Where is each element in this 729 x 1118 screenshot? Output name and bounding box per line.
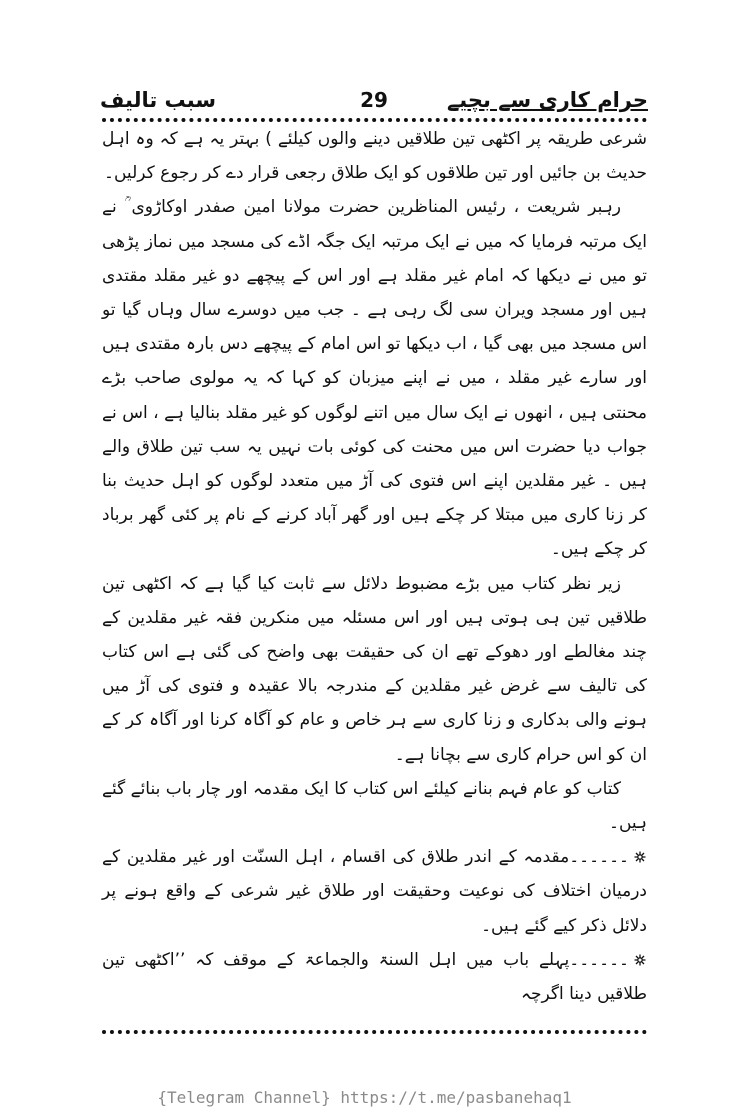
telegram-watermark: {Telegram Channel} https://t.me/pasbanehaq1	[157, 1088, 572, 1107]
paragraph: کتاب کو عام فہم بنانے کیلئے اس کتاب کا ایک مقدمہ اور چار باب بنائے گئے ہیں۔	[102, 778, 647, 834]
bullet-item	[102, 943, 647, 1011]
footer-divider	[102, 1030, 647, 1034]
flower-bullet-icon	[633, 850, 647, 864]
page-number: 29	[360, 88, 388, 112]
book-title: حرام کاری سے بچیے	[446, 88, 648, 112]
section-title: سبب تالیف	[100, 88, 217, 112]
bullet-text: ۔۔۔۔۔۔پہلے باب میں اہل السنۃ والجماعۃ کے موقف کہ ’’اکٹھی تین طلاقیں دینا اگرچہ	[102, 949, 647, 1005]
paragraph: زیر نظر کتاب میں بڑے مضبوط دلائل سے ثابت کیا گیا ہے کہ اکٹھی تین طلاقیں تین ہی ہوتی ہیں اور اس مسئلہ میں منکرین فقہ غیر مقلدین کے چند مغالطے اور دھوکے تھے ان کی حقیقت بھی واضح کی گئی ہے اس کتاب کی تالیف سے غرض غیر مقلدین کے مندرجہ بالا عقیدہ و فتوی کی آڑ میں ہونے والی بدکاری و زنا کاری سے ہر خاص و عام کو آگاہ کرنا اور آگاہ کر کے ان کو اس حرام کاری سے بچانا ہے۔	[102, 573, 647, 765]
bullet-item	[102, 840, 647, 943]
flower-bullet-icon	[633, 953, 647, 967]
paragraph: شرعی طریقہ پر اکٹھی تین طلاقیں دینے والوں کیلئے ) بہتر یہ ہے کہ وہ اہل حدیث بن جائیں اور تین طلاقوں کو ایک طلاق رجعی قرار دے کر رجوع کرلیں۔	[102, 129, 647, 184]
page-header	[100, 86, 648, 116]
bullet-text: ۔۔۔۔۔۔مقدمہ کے اندر طلاق کی اقسام ، اہل السنّت اور غیر مقلدین کے درمیان اختلاف کی نوعیت وحقیقت اور طلاق غیر شرعی کے واقع ہونے پر دلائل ذکر کیے گئے ہیں۔	[102, 847, 647, 936]
page-body	[102, 122, 647, 1011]
paragraph: رہبر شریعت ، رئیس المناظرین حضرت مولانا امین صفدر اوکاڑوی ؒ نے ایک مرتبہ فرمایا کہ میں نے ایک مرتبہ ایک جگہ اڈے کی مسجد میں نماز پڑھی تو میں نے دیکھا کہ امام غیر مقلد ہے اور اس کے پیچھے دو غیر مقلد مقتدی ہیں اور مسجد ویران سی لگ رہی ہے ۔ جب میں دوسرے سال وہاں گیا تو اس مسجد میں بھی گیا ، اب دیکھا تو اس امام کے پیچھے دس بارہ مقتدی ہیں اور سارے غیر مقلد ، میں نے اپنے میزبان کو کہا کہ یہ مولوی صاحب بڑے محنتی ہیں ، انھوں نے ایک سال میں اتنے لوگوں کو غیر مقلد بنالیا ہے ، اس نے جواب دیا حضرت اس میں محنت کی کوئی بات نہیں یہ سب تین طلاق والے ہیں ۔ غیر مقلدین اپنے اس فتوی کی آڑ میں متعدد لوگوں کو اہل حدیث بنا کر زنا کاری میں مبتلا کر چکے ہیں اور گھر آباد کرنے کے نام پر کئی گھر برباد کر چکے ہیں۔	[102, 197, 647, 560]
